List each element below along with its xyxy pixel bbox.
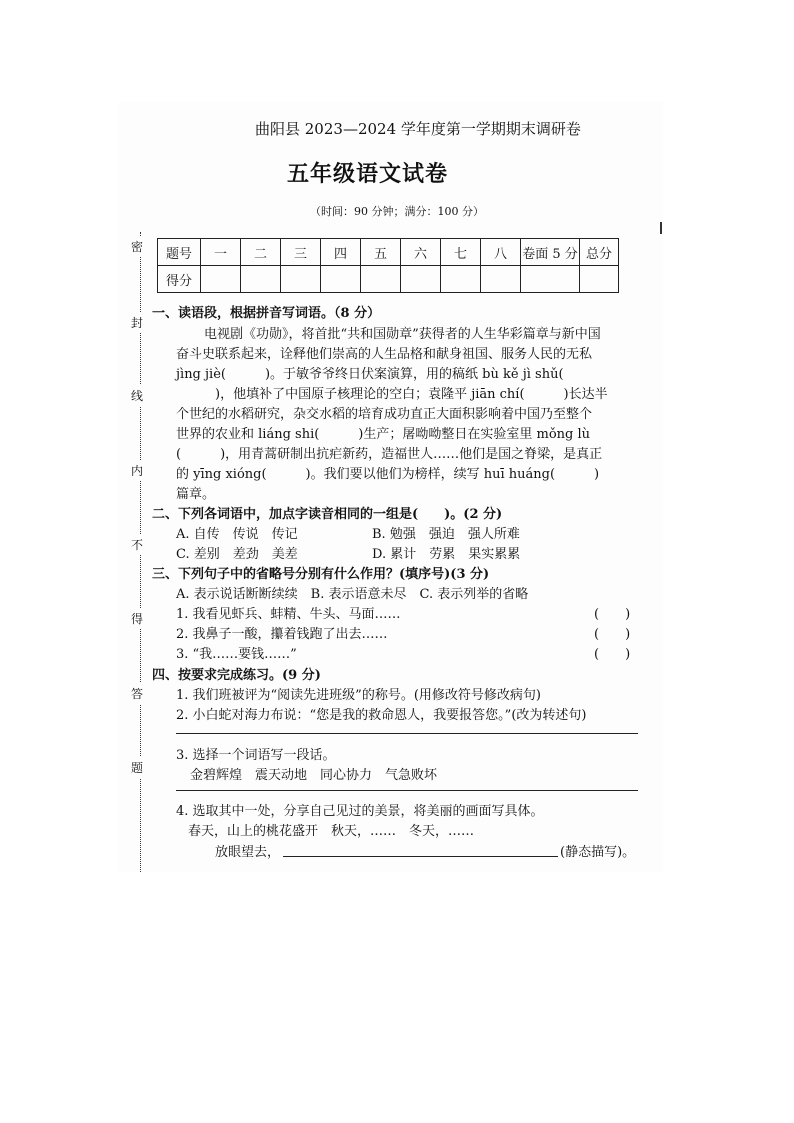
section1-line: )，他填补了中国原子核理论的空白；袁隆平 jiān chí( )长达半 bbox=[176, 387, 608, 402]
section3-item: 3. “我……要钱……” bbox=[176, 647, 297, 662]
section4-q3-words: 金碧辉煌 震天动地 同心协力 气急败坏 bbox=[190, 768, 438, 783]
seal-char: 不 bbox=[131, 534, 143, 555]
score-header-cell: 二 bbox=[241, 239, 281, 266]
seal-char: 答 bbox=[131, 683, 143, 704]
section2-option-c: C. 差别 差劲 美差 bbox=[176, 547, 298, 562]
score-header-cell: 七 bbox=[441, 239, 481, 266]
section4-q2: 2. 小白蛇对海力布说：“您是我的救命恩人，我要报答您。”(改为转述句) bbox=[176, 708, 587, 723]
score-input-cell[interactable] bbox=[441, 266, 481, 293]
section1-line: 世界的农业和 liáng shi( )生产；屠呦呦整日在实验室里 mǒng lù bbox=[176, 427, 591, 442]
seal-char: 线 bbox=[131, 385, 143, 406]
scan-mark bbox=[660, 222, 662, 234]
section3-heading: 三、下列句子中的省略号分别有什么作用？(填序号)(3 分) bbox=[152, 567, 490, 582]
score-input-cell[interactable] bbox=[361, 266, 401, 293]
score-header-cell: 一 bbox=[201, 239, 241, 266]
exam-subtitle: 曲阳县 2023—2024 学年度第一学期期末调研卷 bbox=[255, 120, 581, 138]
section4-heading: 四、按要求完成练习。(9 分) bbox=[152, 668, 321, 683]
seal-char: 封 bbox=[131, 312, 143, 333]
section2-option-b: B. 勉强 强迫 强人所难 bbox=[372, 527, 520, 542]
score-header-cell: 题号 bbox=[158, 239, 201, 266]
section2-option-a: A. 自传 传说 传记 bbox=[176, 527, 298, 542]
section4-q4-suffix: (静态描写)。 bbox=[560, 845, 636, 860]
score-header-cell: 卷面 5 分 bbox=[521, 239, 580, 266]
score-header-cell: 四 bbox=[321, 239, 361, 266]
score-header-cell: 六 bbox=[401, 239, 441, 266]
section4-q4: 4. 选取其中一处，分享自己见过的美景，将美丽的画面写具体。 bbox=[176, 804, 544, 819]
section4-q4-options: 春天，山上的桃花盛开 秋天，…… 冬天，…… bbox=[188, 824, 475, 839]
section1-line: 奋斗史联系起来，诠释他们崇高的人生品格和献身祖国、服务人民的无私 bbox=[176, 347, 593, 362]
exam-title: 五年级语文试卷 bbox=[287, 161, 449, 187]
section1-line: ( )，用青蒿研制出抗疟新药，造福世人……他们是国之脊梁，是真正 bbox=[176, 447, 603, 462]
answer-line[interactable] bbox=[176, 733, 638, 734]
score-table-header-row bbox=[158, 239, 619, 266]
section1-line: 的 yīng xióng( )。我们要以他们为榜样，续写 huī huáng( ) bbox=[176, 467, 600, 482]
seal-char: 密 bbox=[131, 236, 143, 257]
answer-line[interactable] bbox=[283, 856, 558, 857]
score-input-cell[interactable] bbox=[281, 266, 321, 293]
section2-heading: 二、下列各词语中，加点字读音相同的一组是( )。(2 分) bbox=[152, 507, 503, 522]
score-input-cell[interactable] bbox=[321, 266, 361, 293]
exam-time-info: （时间：90 分钟；满分：100 分） bbox=[310, 205, 484, 218]
section1-line: jìng jiè( )。于敏爷爷终日伏案演算，用的稿纸 bù kě jì shǔ( bbox=[176, 367, 564, 382]
section4-q4-prefix: 放眼望去， bbox=[215, 845, 281, 860]
section3-choices: A. 表示说话断断续续 B. 表示语意未尽 C. 表示列举的省略 bbox=[176, 587, 529, 602]
answer-line[interactable] bbox=[176, 790, 638, 791]
seal-char: 题 bbox=[131, 757, 143, 778]
score-header-cell: 五 bbox=[361, 239, 401, 266]
score-input-cell[interactable] bbox=[201, 266, 241, 293]
seal-char: 得 bbox=[131, 608, 143, 629]
section1-heading: 一、读语段，根据拼音写词语。（8 分） bbox=[152, 306, 381, 321]
section1-line: 电视剧《功勋》，将首批“共和国勋章”获得者的人生华彩篇章与新中国 bbox=[204, 327, 601, 342]
score-header-cell: 三 bbox=[281, 239, 321, 266]
section4-q3: 3. 选择一个词语写一段话。 bbox=[176, 748, 336, 763]
score-table bbox=[157, 238, 619, 293]
section2-option-d: D. 累计 劳累 果实累累 bbox=[372, 547, 521, 562]
section4-q1: 1. 我们班被评为“阅读先进班级”的称号。(用修改符号修改病句) bbox=[176, 688, 541, 703]
answer-blank[interactable]: ( ) bbox=[594, 647, 631, 662]
answer-blank[interactable]: ( ) bbox=[594, 607, 631, 622]
score-row-label: 得分 bbox=[158, 266, 201, 293]
score-table-score-row bbox=[158, 266, 619, 293]
section3-item: 1. 我看见虾兵、蚌精、牛头、马面…… bbox=[176, 607, 401, 622]
seal-char: 内 bbox=[131, 460, 143, 481]
score-input-cell[interactable] bbox=[580, 266, 619, 293]
score-header-cell: 八 bbox=[481, 239, 521, 266]
section1-line: 篇章。 bbox=[176, 487, 216, 502]
answer-blank[interactable]: ( ) bbox=[594, 627, 631, 642]
score-input-cell[interactable] bbox=[481, 266, 521, 293]
section3-item: 2. 我鼻子一酸，攥着钱跑了出去…… bbox=[176, 627, 388, 642]
score-input-cell[interactable] bbox=[241, 266, 281, 293]
score-header-cell: 总分 bbox=[580, 239, 619, 266]
section1-line: 个世纪的水稻研究，杂交水稻的培育成功直正大面积影响着中国乃至整个 bbox=[176, 407, 593, 422]
score-input-cell[interactable] bbox=[401, 266, 441, 293]
score-input-cell[interactable] bbox=[521, 266, 580, 293]
